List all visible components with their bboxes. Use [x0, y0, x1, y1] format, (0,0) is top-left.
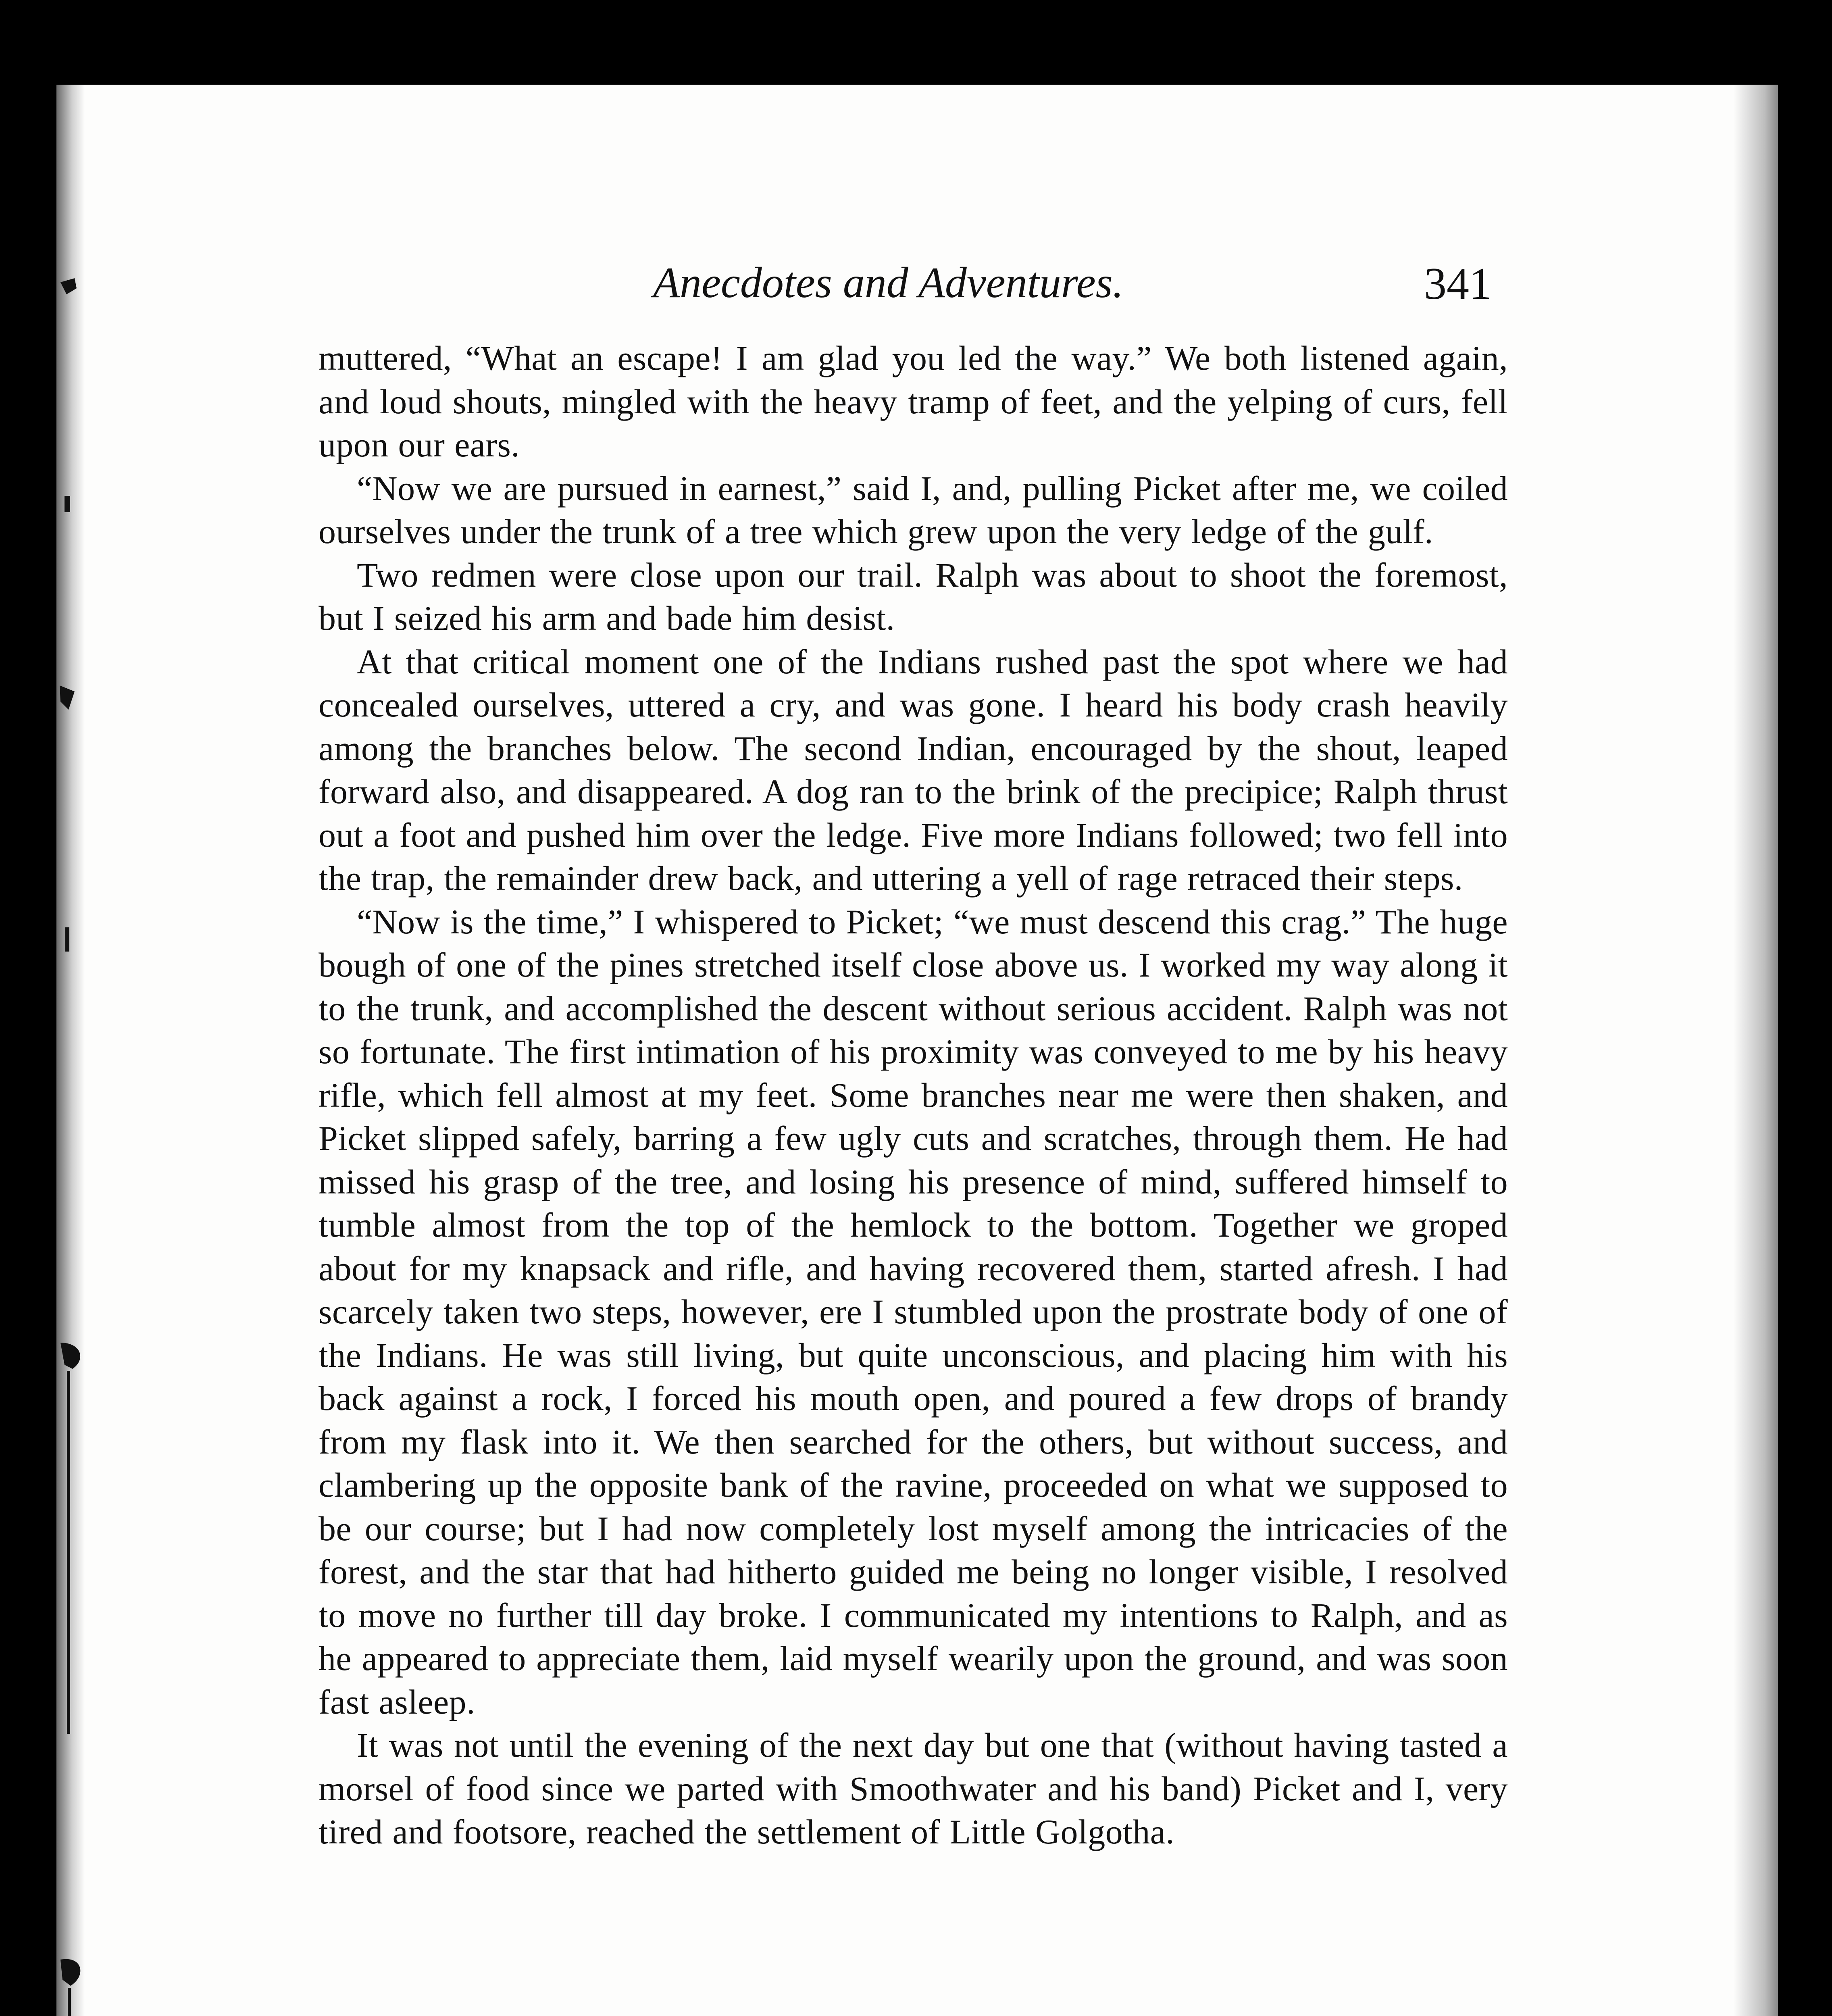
- page-number: 341: [1424, 259, 1492, 309]
- paragraph: At that critical moment one of the Indians rushed past the spot where we had concealed ourselves, uttered a cry, and was gone. I heard his body crash heavily among the branches below. The second Indian, encouraged by the shout, leaped forward also, and disappeared. A dog ran to the brink of the precipice; Ralph thrust out a foot and pushed him over the ledge. Five more Indians followed; two fell into the trap, the remainder drew back, and uttering a yell of rage retraced their steps.: [319, 642, 1508, 898]
- binding-edge-marks: [0, 0, 89, 2016]
- paragraph: It was not until the evening of the next day but one that (without having tasted a morsel of food since we parted with Smoothwater and his band) Picket and I, very tired and footsore, reached the settlement of Little Golgotha.: [319, 1726, 1508, 1851]
- body-text: [319, 337, 1508, 1854]
- running-head: Anecdotes and Adventures.: [653, 259, 1124, 307]
- page-edge-shadow: [1734, 85, 1778, 2016]
- paragraph: Two redmen were close upon our trail. Ralph was about to shoot the foremost, but I seized his arm and bade him desist.: [319, 555, 1508, 637]
- paragraph: muttered, “What an escape! I am glad you led the way.” We both listened again, and loud shouts, mingled with the heavy tramp of feet, and the yelping of curs, fell upon our ears.: [319, 339, 1508, 464]
- paragraph: “Now we are pursued in earnest,” said I, and, pulling Picket after me, we coiled ourselves under the trunk of a tree which grew upon the very ledge of the gulf.: [319, 469, 1508, 551]
- paragraph: “Now is the time,” I whispered to Picket; “we must descend this crag.” The huge bough of one of the pines stretched itself close above us. I worked my way along it to the trunk, and accomplished the descent without serious accident. Ralph was not so fortunate. The first intimation of his proximity was conveyed to me by his heavy rifle, which fell almost at my feet. Some branches near me were then shaken, and Picket slipped safely, barring a few ugly cuts and scratches, through them. He had missed his grasp of the tree, and losing his presence of mind, suffered himself to tumble almost from the top of the hemlock to the bottom. Together we groped about for my knapsack and rifle, and having recovered them, started afresh. I had scarcely taken two steps, however, ere I stumbled upon the prostrate body of one of the Indians. He was still living, but quite unconscious, and placing him with his back against a rock, I forced his mouth open, and poured a few drops of brandy from my flask into it. We then searched for the others, but without success, and clambering up the opposite bank of the ravine, proceeded on what we supposed to be our course; but I had now completely lost myself among the intricacies of the forest, and the star that had hitherto guided me being no longer visible, I resolved to move no further till day broke. I communicated my intentions to Ralph, and as he appeared to appreciate them, laid myself wearily upon the ground, and was soon fast asleep.: [319, 902, 1508, 1721]
- page-header: [331, 250, 1492, 323]
